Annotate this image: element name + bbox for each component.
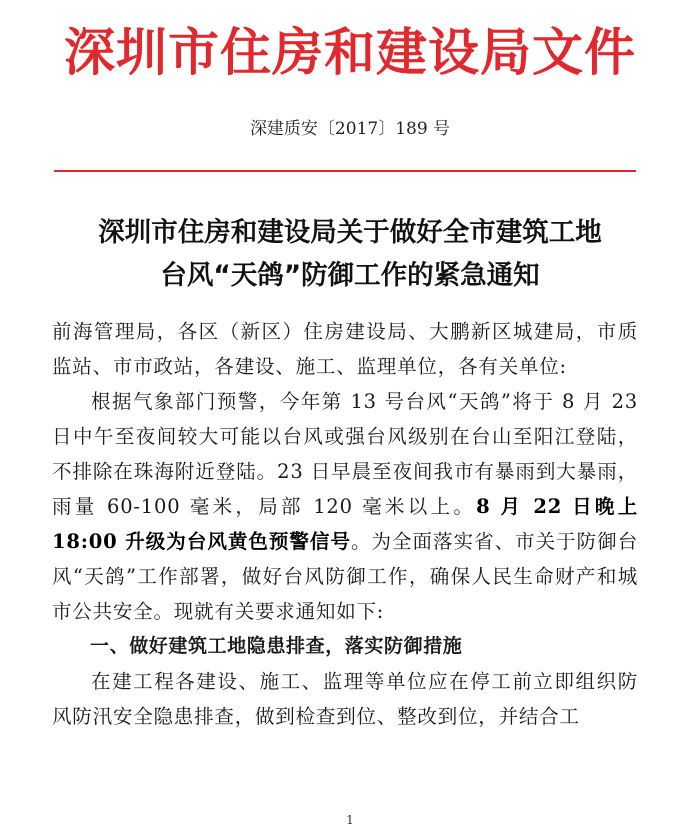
masthead-title: 深圳市住房和建设局文件 — [63, 24, 636, 83]
document-number: 深建质安〔2017〕189 号 — [249, 119, 451, 139]
warning-paragraph — [52, 384, 638, 629]
warning-text-after: 。为全面落实省、市关于防御台风“天鸽”工作部署，做好台风防御工作，确保人民生命财产和城市公共安全。现就有关要求通知如下: — [52, 530, 638, 623]
section-1-heading: 一、做好建筑工地隐患排查，落实防御措施 — [90, 635, 463, 657]
recipients-paragraph: 前海管理局，各区（新区）住房建设局、大鹏新区城建局，市质监站、市市政站，各建设、施工、监理单位，各有关单位: — [52, 320, 638, 378]
document-body — [52, 314, 638, 734]
notice-title-line-1: 深圳市住房和建设局关于做好全市建筑工地 — [98, 217, 602, 248]
page-number: 1 — [346, 813, 354, 827]
notice-title — [40, 211, 660, 297]
warning-text-before: 根据气象部门预警，今年第 13 号台风“天鸽”将于 8 月 23 日中午至夜间较大可能以台风或强台风级别在台山至阳江登陆，不排除在珠海附近登陆。23 日早晨至夜间我市有暴雨到大暴雨，雨量 60-100 毫米，局部 120 毫米以上。 — [52, 390, 638, 518]
warning-emphasis: 8 月 22 日晚上 18:00 升级为台风黄色预警信号 — [52, 495, 638, 553]
notice-title-line-2: 台风“天鸽”防御工作的紧急通知 — [160, 260, 540, 291]
red-divider-line — [54, 170, 636, 172]
inspection-paragraph: 在建工程各建设、施工、监理等单位应在停工前立即组织防风防汛安全隐患排查，做到检查到位、整改到位，并结合工 — [52, 670, 638, 728]
